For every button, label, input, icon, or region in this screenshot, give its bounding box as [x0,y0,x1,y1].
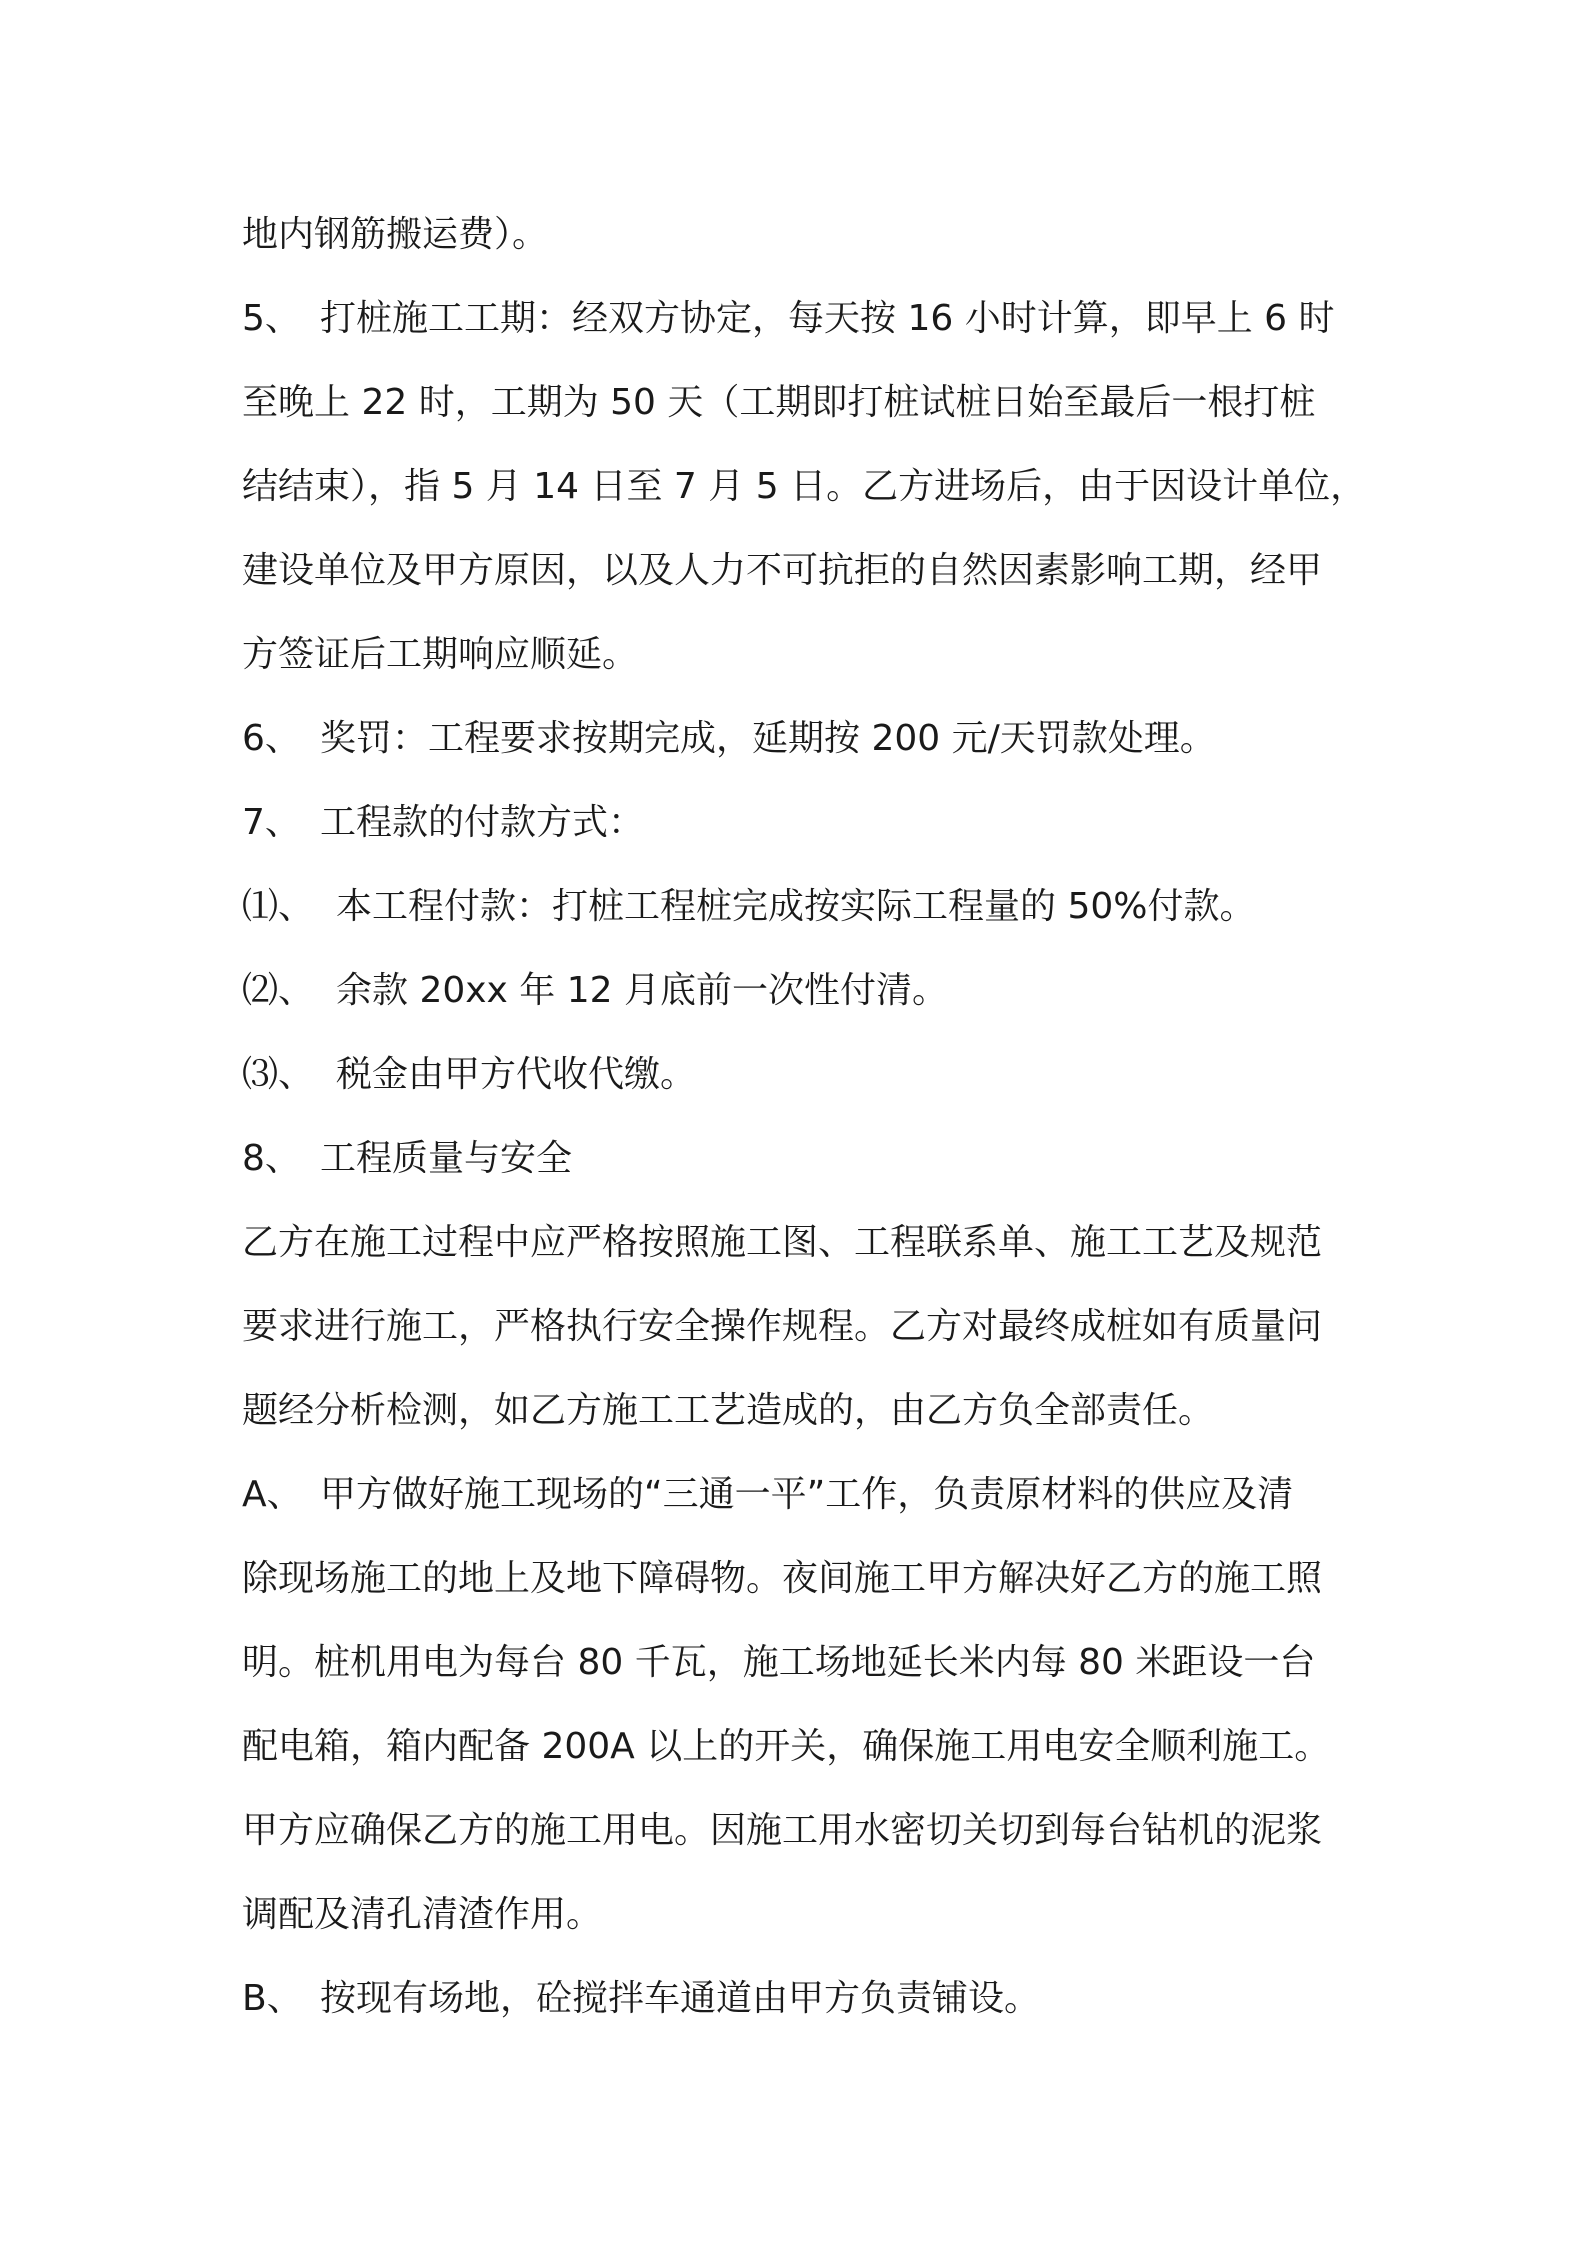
clause-number: 5、 [242,298,301,339]
text-line: 方签证后工期响应顺延。 [242,634,639,675]
sub-clause-number: ⑴、 [242,886,315,927]
clause-number: 6、 [242,718,301,759]
text-line: ⑴、 本工程付款：打桩工程桩完成按实际工程量的 50%付款。 [242,865,1362,949]
clause-7-2 [242,949,1362,1033]
text-line: 明。桩机用电为每台 80 千瓦，施工场地延长米内每 80 米距设一台 [242,1642,1316,1683]
text-line: 6、 奖罚：工程要求按期完成，延期按 200 元/天罚款处理。 [242,697,1362,781]
clause-7-3 [242,1033,1362,1117]
text-line: 5、 打桩施工工期：经双方协定，每天按 16 小时计算，即早上 6 时 [242,277,1362,361]
text-line: 要求进行施工，严格执行安全操作规程。乙方对最终成桩如有质量问 [242,1306,1323,1347]
text-line: 题经分析检测，如乙方施工工艺造成的，由乙方负全部责任。 [242,1390,1215,1431]
text-line: ⑶、 税金由甲方代收代缴。 [242,1033,1362,1117]
clause-B [242,1957,1362,2041]
clause-number: 8、 [242,1138,301,1179]
clause-8-body [242,1201,1362,1453]
clause-7-payment-method [242,781,1362,865]
clause-5-construction-period [242,277,1367,697]
text-line: 除现场施工的地上及地下障碍物。夜间施工甲方解决好乙方的施工照 [242,1558,1323,1599]
sub-clause-number: ⑵、 [242,970,315,1011]
text-line: 甲方应确保乙方的施工用电。因施工用水密切关切到每台钻机的泥浆 [242,1810,1323,1851]
clause-number: 7、 [242,802,301,843]
text-line: 调配及清孔清渣作用。 [242,1894,603,1935]
text-line: 地内钢筋搬运费）。 [242,214,549,255]
clause-letter: B、 [242,1978,303,2019]
text-line: 结结束），指 5 月 14 日至 7 月 5 日。乙方进场后，由于因设计单位， [242,466,1367,507]
text-line: 乙方在施工过程中应严格按照施工图、工程联系单、施工工艺及规范 [242,1222,1323,1263]
text-line: ⑵、 余款 20xx 年 12 月底前一次性付清。 [242,949,1362,1033]
clause-7-1 [242,865,1362,949]
clause-A [242,1453,1362,1957]
paragraph-continuation [242,193,1362,277]
text-line: 7、 工程款的付款方式： [242,781,1362,865]
clause-letter: A、 [242,1474,303,1515]
text-line: 至晚上 22 时，工期为 50 天（工期即打桩试桩日始至最后一根打桩 [242,382,1316,423]
text-line: A、 甲方做好施工现场的“三通一平”工作，负责原材料的供应及清 [242,1453,1362,1537]
clause-6-penalty [242,697,1362,781]
sub-clause-number: ⑶、 [242,1054,315,1095]
text-line: 配电箱，箱内配备 200A 以上的开关，确保施工用电安全顺利施工。 [242,1726,1331,1767]
text-line: B、 按现有场地，砼搅拌车通道由甲方负责铺设。 [242,1957,1362,2041]
document-body [242,193,1367,2041]
text-line: 8、 工程质量与安全 [242,1117,1362,1201]
text-line: 建设单位及甲方原因，以及人力不可抗拒的自然因素影响工期，经甲 [242,550,1323,591]
clause-8-quality-safety [242,1117,1362,1201]
